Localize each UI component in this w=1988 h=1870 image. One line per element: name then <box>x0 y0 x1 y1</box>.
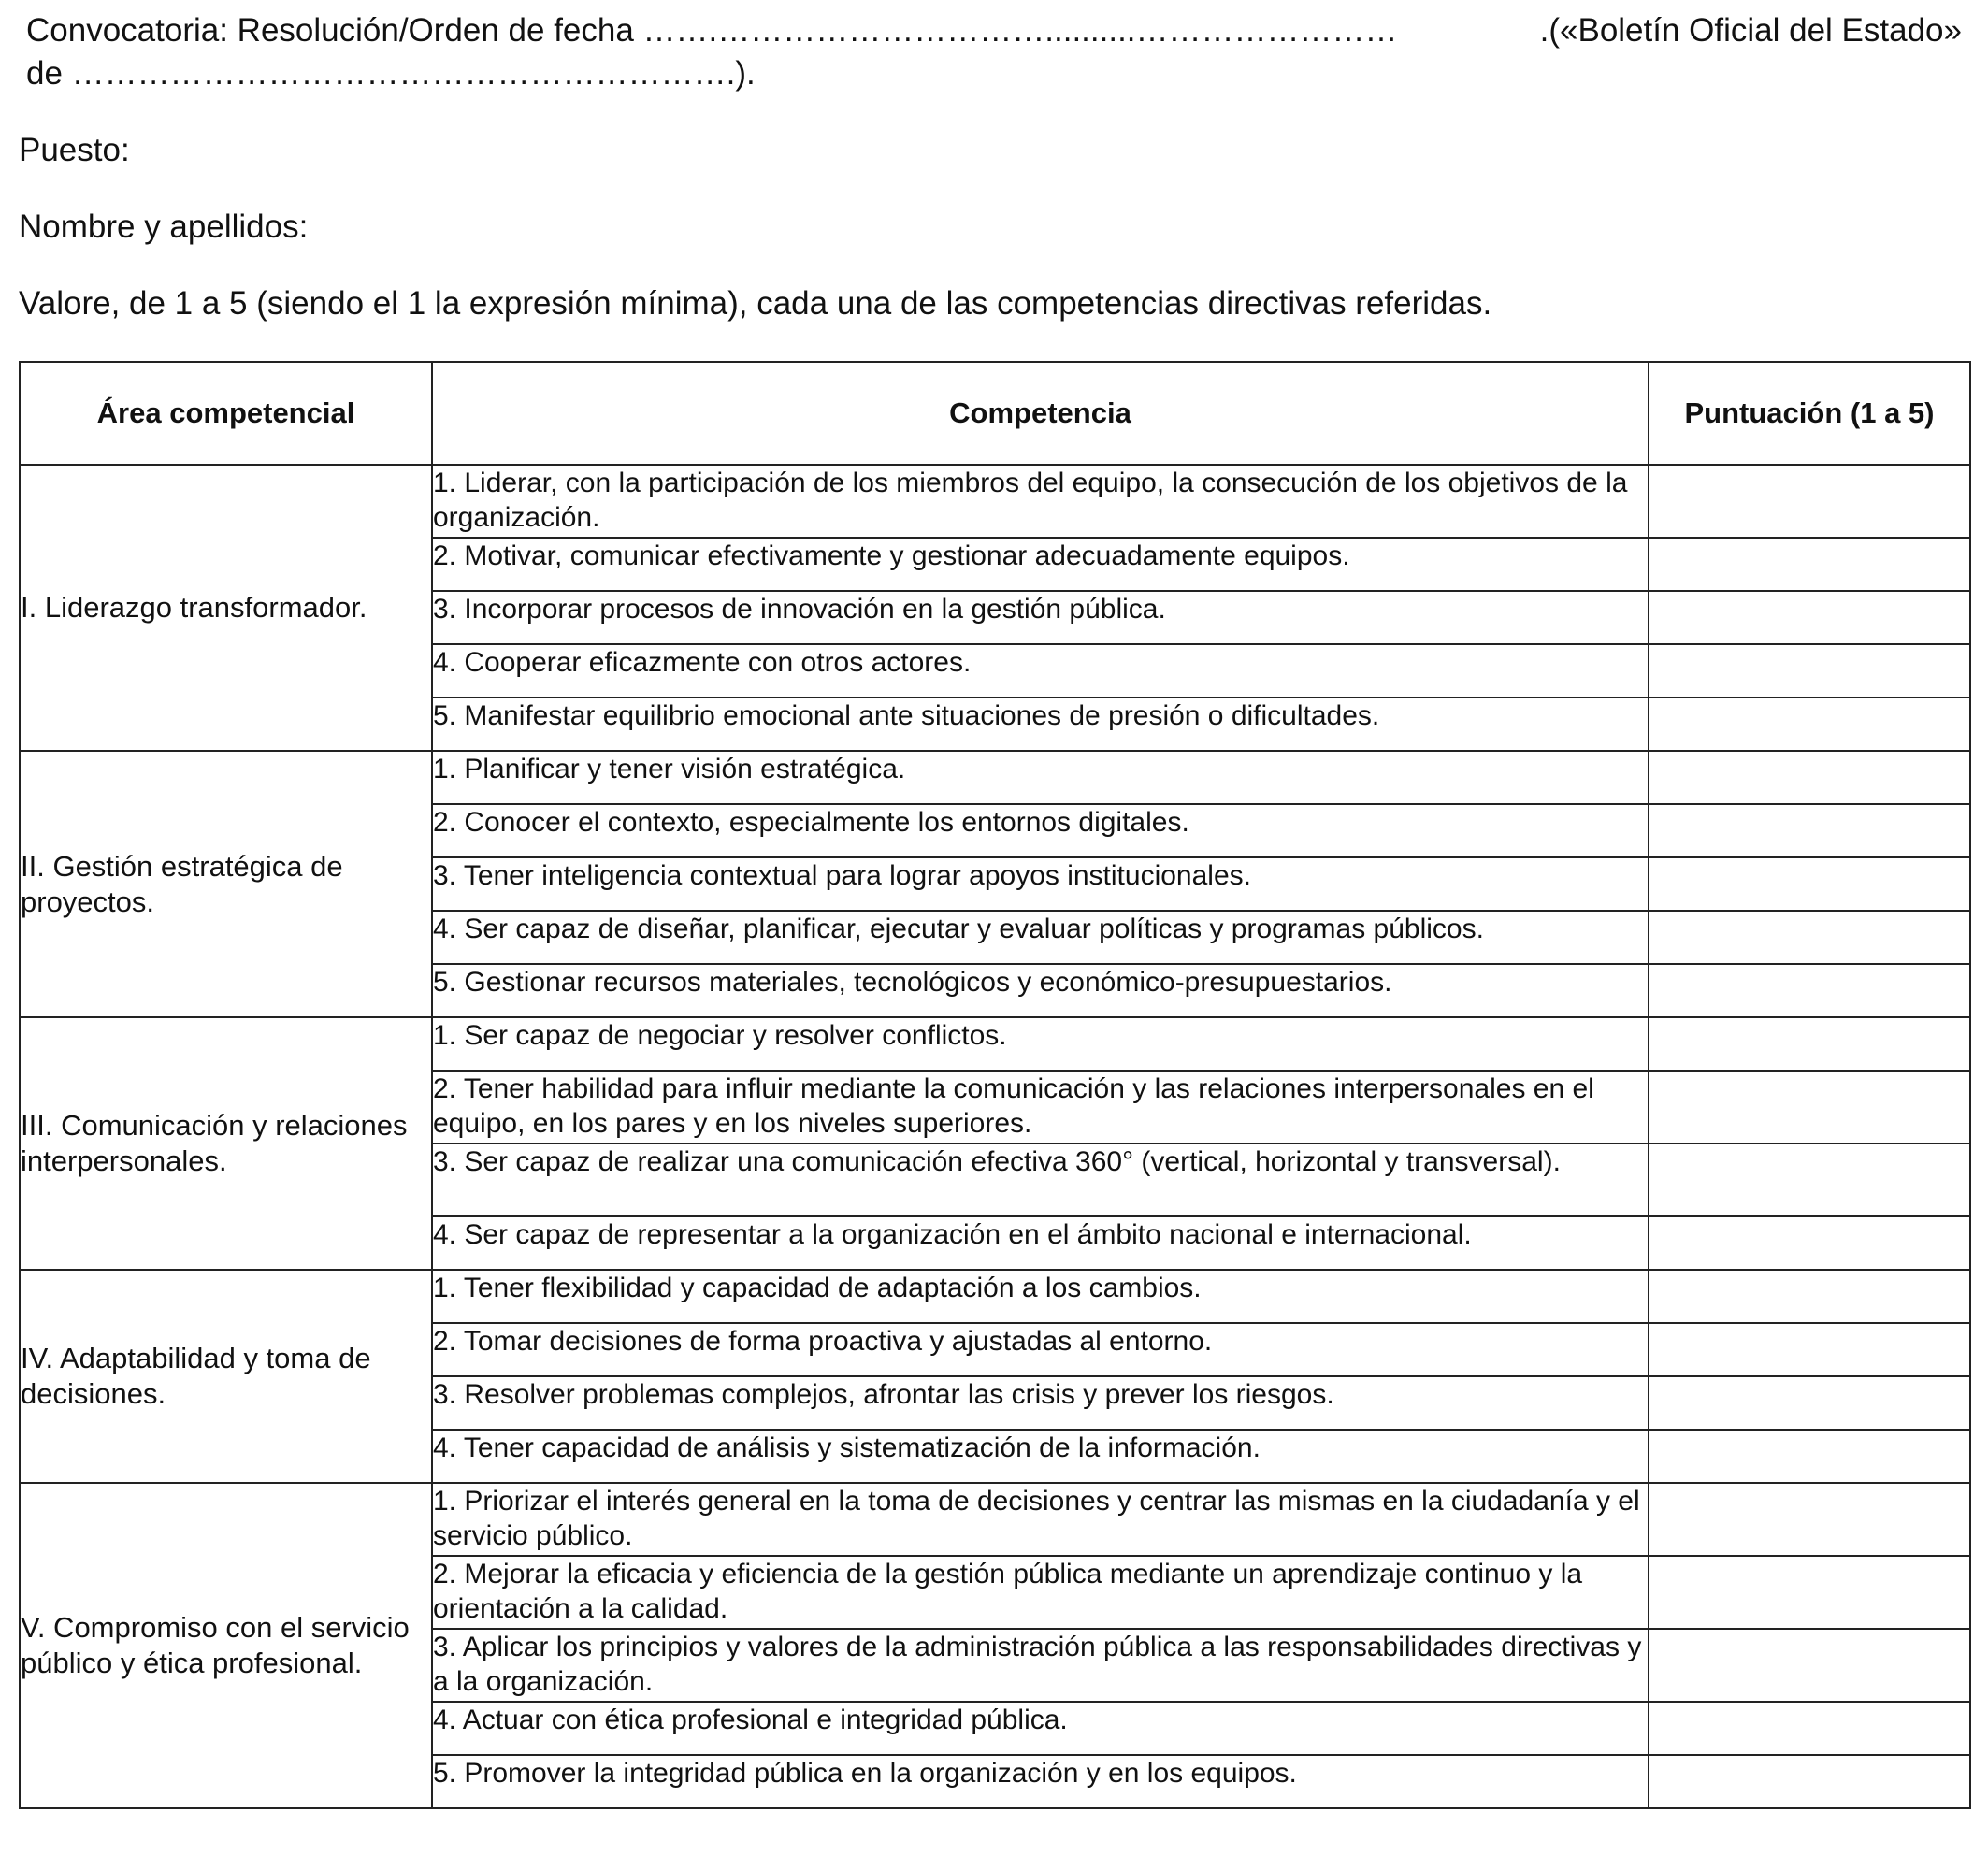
competencia-cell: 1. Ser capaz de negociar y resolver conflictos. <box>432 1017 1649 1071</box>
competencia-cell: 5. Gestionar recursos materiales, tecnológicos y económico-presupuestarios. <box>432 964 1649 1017</box>
score-cell[interactable] <box>1649 1755 1970 1808</box>
competencia-cell: 4. Actuar con ética profesional e integridad pública. <box>432 1702 1649 1755</box>
score-cell[interactable] <box>1649 1629 1970 1702</box>
table-header-row <box>20 362 1970 465</box>
score-cell[interactable] <box>1649 1556 1970 1629</box>
competencia-cell: 4. Ser capaz de diseñar, planificar, ejecutar y evaluar políticas y programas públicos. <box>432 911 1649 964</box>
score-cell[interactable] <box>1649 857 1970 911</box>
competencia-cell: 1. Planificar y tener visión estratégica. <box>432 751 1649 804</box>
header-puntuacion: Puntuación (1 a 5) <box>1649 362 1970 465</box>
score-cell[interactable] <box>1649 698 1970 751</box>
score-cell[interactable] <box>1649 804 1970 857</box>
competencia-cell: 4. Tener capacidad de análisis y sistematización de la información. <box>432 1430 1649 1483</box>
header-competencia: Competencia <box>432 362 1649 465</box>
convocatoria-line-2: de …………………………………………………….). <box>26 55 756 92</box>
competencia-cell: 2. Conocer el contexto, especialmente los entornos digitales. <box>432 804 1649 857</box>
table-row <box>20 465 1970 538</box>
score-cell[interactable] <box>1649 1702 1970 1755</box>
area-cell-gestion-estrategica: II. Gestión estratégica de proyectos. <box>20 751 432 1017</box>
competencia-cell: 2. Tener habilidad para influir mediante la comunicación y las relaciones interpersonales en el equipo, en los pares y en los niveles superiores. <box>432 1071 1649 1144</box>
score-cell[interactable] <box>1649 1017 1970 1071</box>
competencia-cell: 3. Resolver problemas complejos, afrontar las crisis y prever los riesgos. <box>432 1376 1649 1430</box>
competencia-cell: 3. Ser capaz de realizar una comunicación efectiva 360° (vertical, horizontal y transversal). <box>432 1144 1649 1216</box>
score-cell[interactable] <box>1649 1144 1970 1216</box>
score-cell[interactable] <box>1649 465 1970 538</box>
convocatoria-header <box>26 9 1962 95</box>
area-cell-compromiso: V. Compromiso con el servicio público y ética profesional. <box>20 1483 432 1808</box>
competencia-cell: 3. Incorporar procesos de innovación en la gestión pública. <box>432 591 1649 644</box>
instructions-text: Valore, de 1 a 5 (siendo el 1 la expresión mínima), cada una de las competencias directivas referidas. <box>19 285 1492 322</box>
score-cell[interactable] <box>1649 538 1970 591</box>
score-cell[interactable] <box>1649 751 1970 804</box>
convocatoria-line-1-left: Convocatoria: Resolución/Orden de fecha …….…………………………..........…………………… <box>26 12 1398 49</box>
score-cell[interactable] <box>1649 1323 1970 1376</box>
nombre-apellidos-label: Nombre y apellidos: <box>19 209 309 245</box>
competencia-cell: 1. Priorizar el interés general en la toma de decisiones y centrar las mismas en la ciudadanía y el servicio público. <box>432 1483 1649 1556</box>
competencia-cell: 2. Mejorar la eficacia y eficiencia de la gestión pública mediante un aprendizaje continuo y la orientación a la calidad. <box>432 1556 1649 1629</box>
competencia-cell: 4. Ser capaz de representar a la organización en el ámbito nacional e internacional. <box>432 1216 1649 1270</box>
table-row <box>20 751 1970 804</box>
score-cell[interactable] <box>1649 591 1970 644</box>
competencia-cell: 5. Manifestar equilibrio emocional ante situaciones de presión o dificultades. <box>432 698 1649 751</box>
competencia-cell: 5. Promover la integridad pública en la organización y en los equipos. <box>432 1755 1649 1808</box>
area-cell-adaptabilidad: IV. Adaptabilidad y toma de decisiones. <box>20 1270 432 1483</box>
score-cell[interactable] <box>1649 1270 1970 1323</box>
score-cell[interactable] <box>1649 1430 1970 1483</box>
score-cell[interactable] <box>1649 964 1970 1017</box>
table-row <box>20 1270 1970 1323</box>
score-cell[interactable] <box>1649 1216 1970 1270</box>
score-cell[interactable] <box>1649 1376 1970 1430</box>
score-cell[interactable] <box>1649 1071 1970 1144</box>
area-cell-comunicacion: III. Comunicación y relaciones interpersonales. <box>20 1017 432 1270</box>
competencias-table <box>19 361 1971 1809</box>
competencia-cell: 4. Cooperar eficazmente con otros actores. <box>432 644 1649 698</box>
score-cell[interactable] <box>1649 644 1970 698</box>
competencia-cell: 1. Liderar, con la participación de los miembros del equipo, la consecución de los objetivos de la organización. <box>432 465 1649 538</box>
competencia-cell: 2. Tomar decisiones de forma proactiva y ajustadas al entorno. <box>432 1323 1649 1376</box>
convocatoria-line-1-right: .(«Boletín Oficial del Estado» <box>1539 12 1962 49</box>
competencia-cell: 2. Motivar, comunicar efectivamente y gestionar adecuadamente equipos. <box>432 538 1649 591</box>
area-cell-liderazgo: I. Liderazgo transformador. <box>20 465 432 751</box>
competencia-cell: 3. Tener inteligencia contextual para lograr apoyos institucionales. <box>432 857 1649 911</box>
puesto-label: Puesto: <box>19 132 130 168</box>
score-cell[interactable] <box>1649 911 1970 964</box>
score-cell[interactable] <box>1649 1483 1970 1556</box>
competencia-cell: 3. Aplicar los principios y valores de la administración pública a las responsabilidades directivas y a la organización. <box>432 1629 1649 1702</box>
table-row <box>20 1483 1970 1556</box>
convocatoria-line-1 <box>26 9 1962 52</box>
table-row <box>20 1017 1970 1071</box>
competencia-cell: 1. Tener flexibilidad y capacidad de adaptación a los cambios. <box>432 1270 1649 1323</box>
header-area: Área competencial <box>20 362 432 465</box>
